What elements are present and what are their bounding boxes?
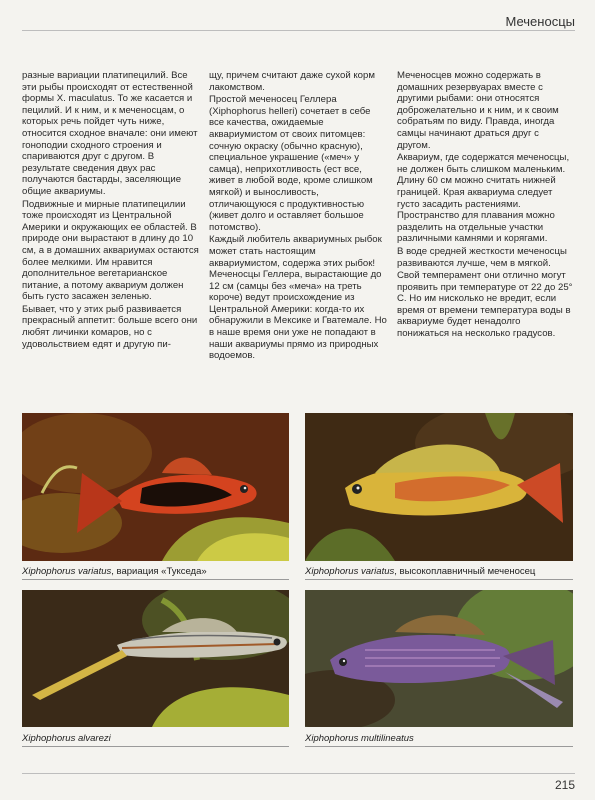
caption-rule <box>22 579 289 580</box>
species-name: Xiphophorus variatus <box>305 566 395 577</box>
text-column-1 <box>22 70 200 351</box>
fish-photo-4 <box>305 590 573 727</box>
photo-caption-2 <box>305 566 535 577</box>
text-column-2 <box>209 70 387 363</box>
photo-caption-3 <box>22 733 111 744</box>
page-number: 215 <box>554 778 575 792</box>
species-name: Xiphophorus alvarezi <box>22 733 111 744</box>
paragraph: Каждый любитель аквариумных рыбок может стать настоящим аквариумистом, содержа этих рыбок! Меченосцы Геллера, вырастающие до 12 см (самцы без «меча» на треть короче) ведут происхождение из Центральной Америки: когда-то их обнаружили в Мексике и Гватемале. Но в наше время они уже не попадают в наши аквариумы прямо из природных водоемов. <box>209 234 387 362</box>
photo-caption-4 <box>305 733 414 744</box>
species-name: Xiphophorus variatus <box>22 566 112 577</box>
header-title: Меченосцы <box>505 14 575 29</box>
text-column-3 <box>397 70 575 341</box>
species-name: Xiphophorus multilineatus <box>305 733 414 744</box>
paragraph: Простой меченосец Геллера (Xiphophorus helleri) сочетает в себе все качества, ожидаемые аквариумистом от своих питомцев: сочную окраску (обычно красную), специальное украшение («меч» у самца), неприхотливость (ест все, живет в любой воде, кроме слишком мягкой) и выносливость, отличающуюся с продуктивностью (живет долго и оставляет большое потомство). <box>209 94 373 233</box>
paragraph: Свой темперамент они отлично могут проявить при температуре от 22 до 25° С. Но им нисколько не вредит, если время от времени температура воды в аквариуме будет ненадолго понижаться на несколько градусов. <box>397 270 573 340</box>
caption-rule <box>305 579 573 580</box>
fish-photo-3 <box>22 590 289 727</box>
paragraph: Аквариум, где содержатся меченосцы, не должен быть слишком маленьким. Длину 60 см можно считать нижней границей. Края аквариума следует густо засадить растениями. Пространство для плавания можно разделить на отдельные участки различными камнями и корягами. <box>397 152 570 245</box>
fish-photo-1 <box>22 413 289 561</box>
paragraph: разные вариации платипецилий. Все эти рыбы происходят от естественной формы X. maculatus. То же касается и пецилий. И к ним, и к меченосцам, о которых речь пойдет чуть ниже, относится сходное вначале: они имеют гоноподии сходного строения и спариваются друг с другом. В результате сведения двух рас получаются бастарды, заселяющие общие аквариумы. <box>22 70 198 197</box>
paragraph: Подвижные и мирные платипецилии тоже происходят из Центральной Америки и окружающих ее областей. В природе они вырастают в длину до 10 см, а в домашних аквариумах остаются более мелкими. Им нравится дополнительное вегетарианское питание, а потому аквариум должен быть густо засажен зеленью. <box>22 198 199 303</box>
header-rule <box>22 30 575 31</box>
footer-rule <box>22 773 575 774</box>
paragraph: В воде средней жесткости меченосцы развиваются лучше, чем в мягкой. <box>397 245 567 269</box>
photo-caption-1 <box>22 566 207 577</box>
paragraph: щу, причем считают даже сухой корм лакомством. <box>209 70 375 93</box>
caption-rule <box>305 746 573 747</box>
paragraph: Бывает, что у этих рыб развивается прекрасный аппетит: больше всего они любят личинки комаров, но с удовольствием едят и другую пи- <box>22 303 198 350</box>
caption-text: , высокоплавничный меченосец <box>394 566 536 577</box>
paragraph: Меченосцев можно содержать в домашних резервуарах вместе с другими рыбами: они относятся доброжелательно и к ним, и к своим собратьям по виду. Правда, иногда самцы начинают драться друг с другом. <box>397 70 559 151</box>
fish-photo-2 <box>305 413 573 561</box>
caption-rule <box>22 746 289 747</box>
caption-text: , вариация «Тукседа» <box>111 566 207 577</box>
